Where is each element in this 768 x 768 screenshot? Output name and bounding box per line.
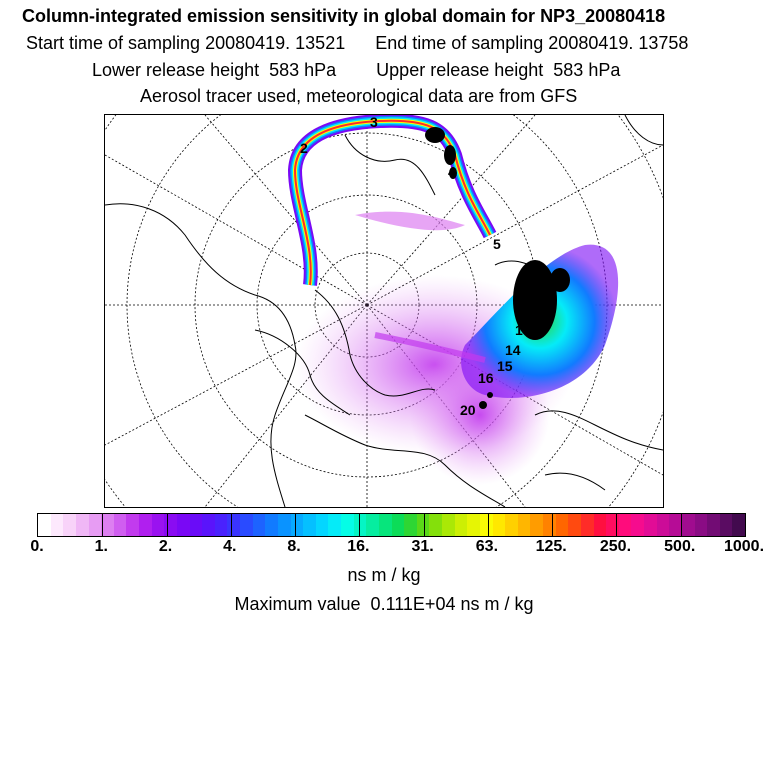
colorbar-cell [404, 514, 417, 536]
traj-label-16: 16 [478, 370, 494, 386]
colorbar-cell [518, 514, 531, 536]
colorbar-divider [488, 514, 489, 536]
traj-label-2: 2 [300, 140, 308, 156]
colorbar-cell [76, 514, 89, 536]
colorbar-cell [240, 514, 253, 536]
colorbar-cell [631, 514, 644, 536]
colorbar-cell [89, 514, 102, 536]
colorbar-cell [392, 514, 405, 536]
colorbar-tick-label: 125. [535, 538, 567, 555]
traj-label-13: 13 [515, 322, 531, 338]
colorbar-cell [581, 514, 594, 536]
colorbar-cell [732, 514, 745, 536]
colorbar-tick-label: 2. [158, 538, 173, 555]
colorbar-tick-label: 4. [223, 538, 237, 555]
colorbar-cell [657, 514, 670, 536]
colorbar-cell [493, 514, 506, 536]
colorbar-cell [379, 514, 392, 536]
traj-label-15: 15 [497, 358, 513, 374]
colorbar-cell [505, 514, 518, 536]
traj-label-14: 14 [505, 342, 521, 358]
traj-label-3: 3 [370, 115, 378, 130]
emission-sensitivity-plume [295, 212, 618, 485]
colorbar-cell [202, 514, 215, 536]
colorbar-cell [530, 514, 543, 536]
polar-map [104, 114, 664, 508]
colorbar-cell [467, 514, 480, 536]
colorbar-cell [190, 514, 203, 536]
colorbar-cell [480, 514, 493, 536]
colorbar-tick-label: 1. [94, 538, 108, 555]
colorbar-tick-label: 8. [287, 538, 301, 555]
colorbar-cell [594, 514, 607, 536]
colorbar-divider [681, 514, 682, 536]
sampling-times: Start time of sampling 20080419. 13521 End time of sampling 20080419. 13758 [26, 33, 689, 53]
colorbar-cell [707, 514, 720, 536]
colorbar-cell [38, 514, 51, 536]
colorbar-cell [328, 514, 341, 536]
colorbar-divider [102, 514, 103, 536]
colorbar-cell [366, 514, 379, 536]
colorbar-cell [720, 514, 733, 536]
colorbar-tick-label: 31. [411, 538, 434, 555]
traj-label-5: 5 [493, 236, 501, 252]
colorbar-divider [616, 514, 617, 536]
colorbar-cell [177, 514, 190, 536]
colorbar-cell [152, 514, 165, 536]
colorbar-cell [644, 514, 657, 536]
colorbar-cell [278, 514, 291, 536]
colorbar-cell [455, 514, 468, 536]
colorbar-cell [303, 514, 316, 536]
colorbar-divider [231, 514, 232, 536]
colorbar-divider [359, 514, 360, 536]
colorbar-cell [227, 514, 240, 536]
colorbar-divider [295, 514, 296, 536]
colorbar-cell [682, 514, 695, 536]
traj-label-4: 4 [448, 164, 456, 180]
traj-label-9: 9 [545, 292, 553, 308]
colorbar-tick-label: 16. [347, 538, 370, 555]
colorbar-divider [552, 514, 553, 536]
colorbar-tick-label: 250. [599, 538, 632, 555]
colorbar-cell [556, 514, 569, 536]
colorbar-unit: ns m / kg [347, 565, 421, 585]
colorbar-cell [316, 514, 329, 536]
colorbar-cell [543, 514, 556, 536]
colorbar-cell [341, 514, 354, 536]
colorbar-cell [291, 514, 304, 536]
colorbar-divider [424, 514, 425, 536]
colorbar-cell [442, 514, 455, 536]
colorbar-cell [126, 514, 139, 536]
tracer-info: Aerosol tracer used, meteorological data are from GFS [140, 86, 578, 106]
trajectory-band [295, 121, 490, 285]
colorbar-divider [167, 514, 168, 536]
colorbar-tick-label: 63. [475, 538, 499, 555]
colorbar-cell [695, 514, 708, 536]
map-canvas [105, 115, 663, 507]
colorbar-cell [265, 514, 278, 536]
colorbar [37, 513, 746, 537]
colorbar-cell [215, 514, 228, 536]
colorbar-cell [253, 514, 266, 536]
colorbar-cell [619, 514, 632, 536]
plot-title: Column-integrated emission sensitivity in global domain for NP3_20080418 [22, 6, 666, 26]
colorbar-cell [63, 514, 76, 536]
colorbar-cell [51, 514, 64, 536]
colorbar-cell [429, 514, 442, 536]
colorbar-tick-label: 0. [30, 538, 44, 555]
colorbar-cell [139, 514, 152, 536]
colorbar-tick-label: 1000. [723, 538, 765, 555]
colorbar-cell [568, 514, 581, 536]
maximum-value: Maximum value 0.111E+04 ns m / kg [234, 594, 534, 614]
colorbar-tick-label: 500. [664, 538, 696, 555]
traj-label-20: 20 [460, 402, 476, 418]
release-heights: Lower release height 583 hPa Upper release height 583 hPa [92, 60, 621, 80]
colorbar-cell [114, 514, 127, 536]
